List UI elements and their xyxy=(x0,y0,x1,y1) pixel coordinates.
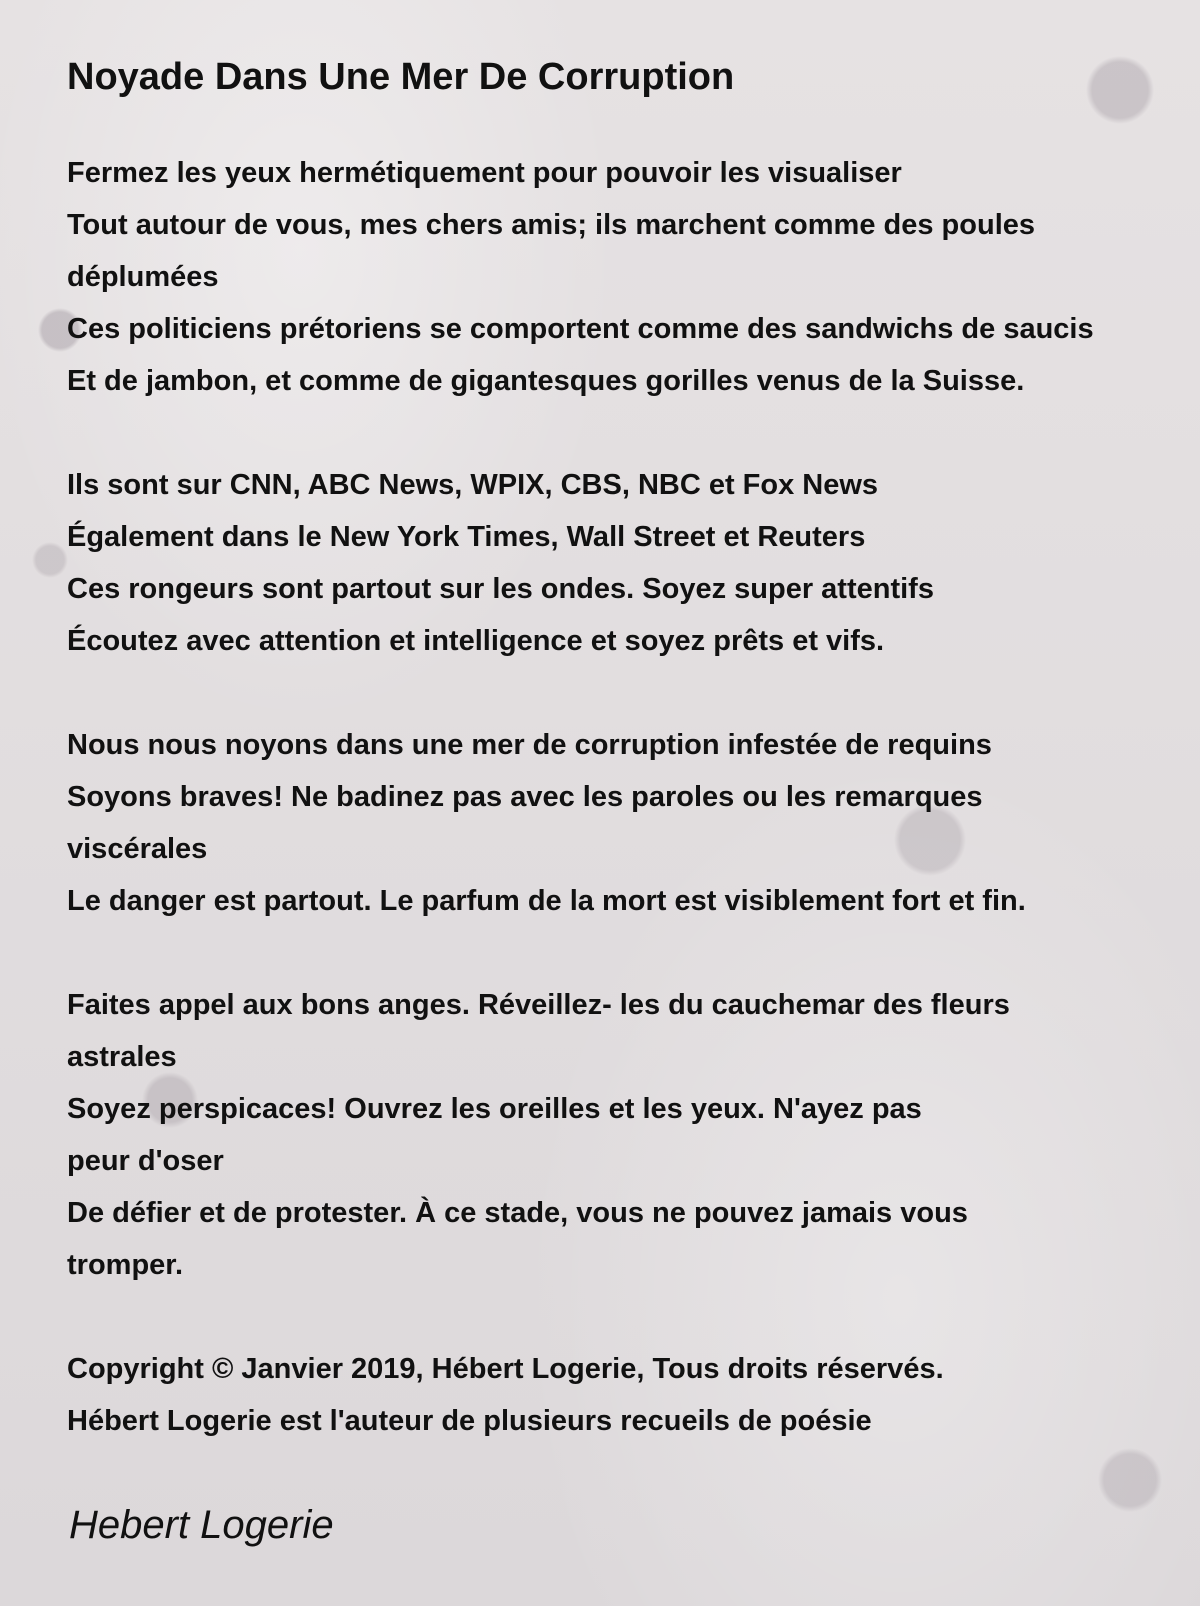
poem-line: Également dans le New York Times, Wall Street et Reuters xyxy=(67,521,866,553)
copyright-block xyxy=(67,1343,1192,1447)
poem-line: viscérales xyxy=(67,833,208,865)
poem-line: Et de jambon, et comme de gigantesques gorilles venus de la Suisse. xyxy=(67,365,1025,397)
copyright-line: Copyright © Janvier 2019, Hébert Logerie, Tous droits réservés. xyxy=(67,1353,944,1385)
stanza-gap xyxy=(67,667,1192,719)
poem-line: déplumées xyxy=(67,261,219,293)
poem-line: tromper. xyxy=(67,1249,184,1281)
stanza-2 xyxy=(67,459,1192,667)
author-note-line: Hébert Logerie est l'auteur de plusieurs recueils de poésie xyxy=(67,1405,872,1437)
poem-line: De défier et de protester. À ce stade, vous ne pouvez jamais vous xyxy=(67,1197,968,1229)
poem-line: Écoutez avec attention et intelligence et soyez prêts et vifs. xyxy=(67,625,885,657)
poem-line: Faites appel aux bons anges. Réveillez- les du cauchemar des fleurs xyxy=(67,989,1010,1021)
author-name: Hebert Logerie xyxy=(69,1503,334,1547)
stanza-gap xyxy=(67,407,1192,459)
poem-container xyxy=(67,0,1192,1447)
poem-line: Soyez perspicaces! Ouvrez les oreilles et les yeux. N'ayez pas xyxy=(67,1093,922,1125)
poem-line: Tout autour de vous, mes chers amis; ils marchent comme des poules xyxy=(67,209,1036,241)
poem-line: Nous nous noyons dans une mer de corruption infestée de requins xyxy=(67,729,992,761)
stanza-gap xyxy=(67,1291,1192,1343)
poem-line: Soyons braves! Ne badinez pas avec les paroles ou les remarques xyxy=(67,781,983,813)
stanza-gap xyxy=(67,927,1192,979)
stanza-3 xyxy=(67,719,1192,927)
poem-line: Ces politiciens prétoriens se comportent comme des sandwichs de saucis xyxy=(67,313,1094,345)
poem-line: astrales xyxy=(67,1041,177,1073)
poem-line: peur d'oser xyxy=(67,1145,224,1177)
stanza-1 xyxy=(67,147,1192,407)
stanza-4 xyxy=(67,979,1192,1291)
poem-line: Le danger est partout. Le parfum de la mort est visiblement fort et fin. xyxy=(67,885,1026,917)
poem-title: Noyade Dans Une Mer De Corruption xyxy=(67,56,735,98)
poem-body xyxy=(67,147,1192,1447)
poem-line: Ces rongeurs sont partout sur les ondes. Soyez super attentifs xyxy=(67,573,934,605)
poem-line: Fermez les yeux hermétiquement pour pouvoir les visualiser xyxy=(67,157,902,189)
poem-line: Ils sont sur CNN, ABC News, WPIX, CBS, NBC et Fox News xyxy=(67,469,879,501)
